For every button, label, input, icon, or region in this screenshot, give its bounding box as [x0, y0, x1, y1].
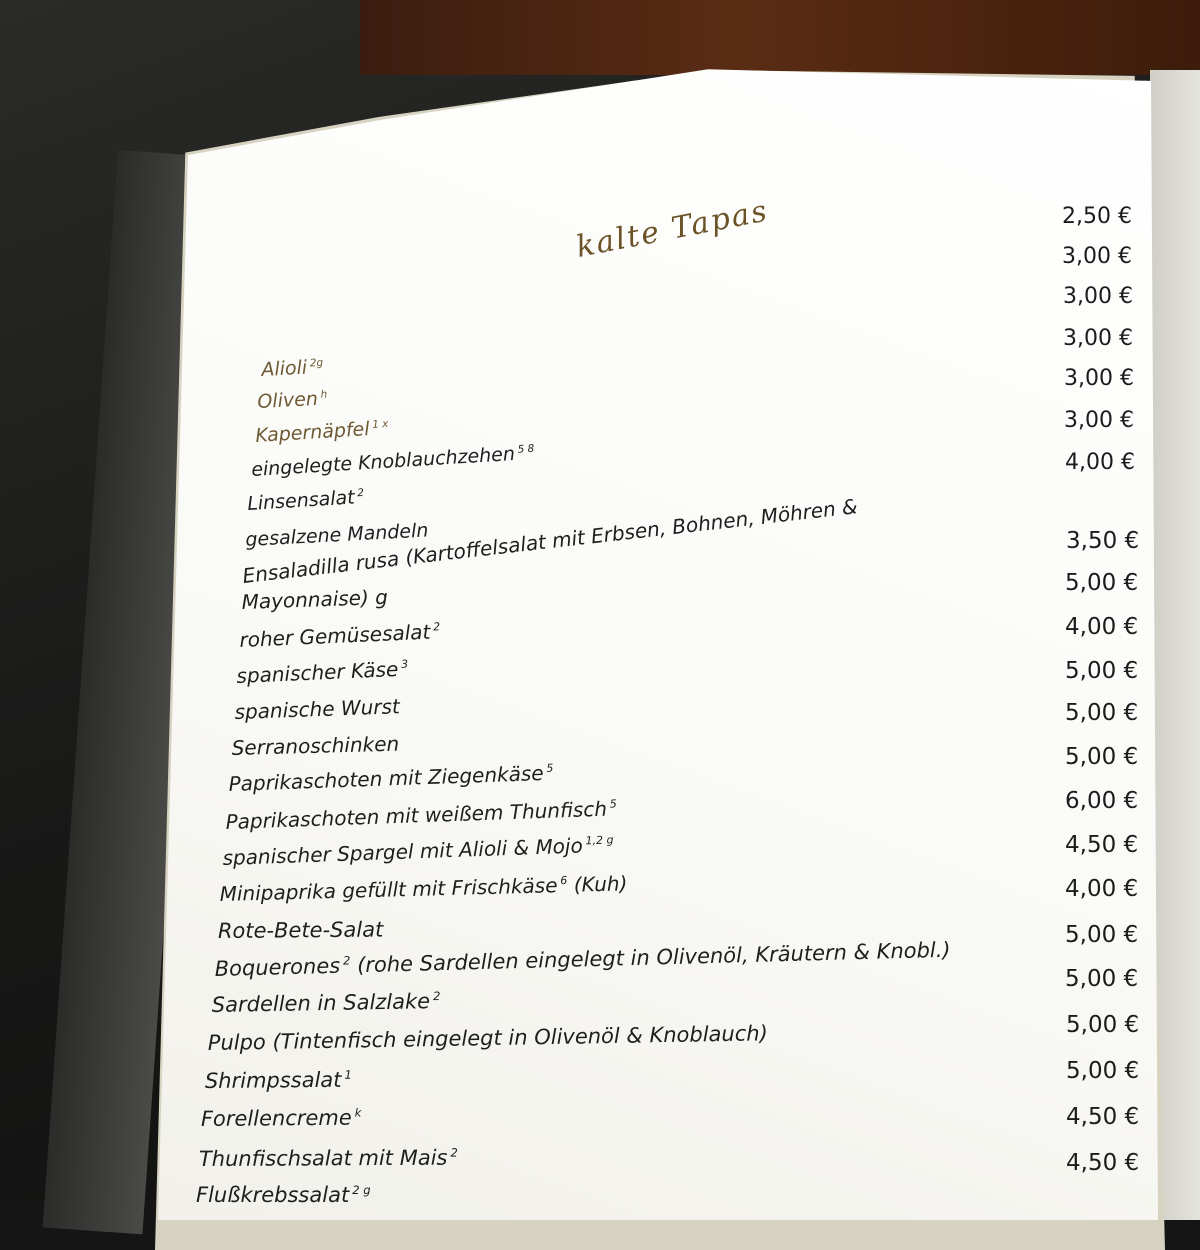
- allergen-note: 2g: [309, 356, 324, 370]
- menu-item-name: Oliven: [256, 388, 319, 414]
- menu-item-name: Linsensalat: [246, 486, 356, 516]
- menu-item-name: Sardellen in Salzlake: [211, 988, 431, 1017]
- menu-price: 5,00 €: [1066, 1058, 1140, 1085]
- menu-price: 4,50 €: [1066, 1150, 1140, 1177]
- menu-price: 4,00 €: [1065, 449, 1135, 475]
- menu-item-name: Kapernäpfel: [254, 418, 371, 448]
- menu-item-name: Serranoschinken: [231, 731, 400, 760]
- menu-item-description: (Kartoffelsalat mit Erbsen, Bohnen, Möhren &: [397, 494, 859, 571]
- menu-item-name: spanische Wurst: [234, 694, 401, 724]
- menu-price: 6,00 €: [1065, 788, 1139, 815]
- allergen-note: k: [354, 1105, 362, 1120]
- menu-price: 5,00 €: [1065, 744, 1139, 771]
- menu-price: 3,00 €: [1062, 243, 1132, 269]
- allergen-note: 3: [400, 657, 409, 672]
- menu-item-name: Paprikaschoten mit Ziegenkäse: [228, 761, 544, 796]
- allergen-note: 5 8: [517, 442, 535, 456]
- allergen-note: 2 g: [352, 1182, 371, 1197]
- allergen-note: 5: [546, 762, 554, 776]
- menu-price: 3,00 €: [1064, 407, 1134, 433]
- menu-item-name: Flußkrebssalat: [196, 1182, 350, 1207]
- menu-item-description: (rohe Sardellen eingelegt in Olivenöl, Kräutern & Knobl.): [350, 937, 951, 978]
- menu-item-name: Ensaladilla rusa: [241, 546, 401, 588]
- menu-price: 5,00 €: [1065, 700, 1139, 727]
- menu-item-name: spanischer Käse: [235, 656, 399, 688]
- allergen-note: 2: [356, 486, 365, 500]
- allergen-note: 2: [342, 953, 351, 968]
- menu-item-name: Shrimpssalat: [204, 1067, 342, 1093]
- menu-price: 2,50 €: [1062, 203, 1132, 229]
- allergen-note: 5: [609, 797, 618, 811]
- allergen-note: 2: [450, 1145, 458, 1160]
- menu-item-description: Mayonnaise) g: [241, 584, 389, 614]
- menu-price: 5,00 €: [1065, 570, 1139, 597]
- menu-price: 3,00 €: [1064, 365, 1134, 391]
- menu-item-name: eingelegte Knoblauchzehen: [250, 443, 516, 482]
- allergen-note: h: [320, 388, 328, 401]
- menu-price: 5,00 €: [1065, 658, 1139, 685]
- menu-price: 4,00 €: [1065, 876, 1139, 903]
- allergen-note: 6: [560, 874, 568, 888]
- menu-item-name: Pulpo: [207, 1029, 266, 1055]
- menu-price: 4,00 €: [1065, 614, 1139, 641]
- menu-title: kalte Tapas: [573, 193, 772, 265]
- menu-item-name: Forellencreme: [200, 1105, 352, 1131]
- menu-item-name: spanischer Spargel mit Alioli & Mojo: [222, 833, 584, 870]
- menu-item-name: roher Gemüsesalat: [238, 619, 431, 652]
- menu-item-description: (Kuh): [567, 871, 628, 897]
- menu-item-name: Thunfischsalat mit Mais: [198, 1145, 448, 1171]
- menu-price: 5,00 €: [1065, 922, 1139, 949]
- menu-price: 3,50 €: [1066, 528, 1140, 555]
- allergen-note: 1 x: [371, 417, 389, 431]
- menu-price: 4,50 €: [1065, 832, 1139, 859]
- menu-price: 3,00 €: [1063, 325, 1133, 351]
- menu-price: 5,00 €: [1065, 966, 1139, 993]
- menu-price: 3,00 €: [1063, 283, 1133, 309]
- menu-item-name: Boquerones: [214, 953, 341, 981]
- menu-item-name: Paprikaschoten mit weißem Thunfisch: [225, 796, 608, 834]
- allergen-note: 1,2 g: [585, 833, 614, 848]
- menu-item-description: (Tintenfisch eingelegt in Olivenöl & Knoblauch): [265, 1021, 768, 1054]
- allergen-note: 1: [344, 1067, 352, 1082]
- menu-item-name: Alioli: [260, 356, 308, 382]
- menu-price: 4,50 €: [1066, 1104, 1140, 1131]
- menu-item-name: Rote-Bete-Salat: [217, 917, 384, 943]
- menu-item-name: gesalzene Mandeln: [244, 519, 429, 552]
- menu-price: 5,00 €: [1066, 1012, 1140, 1039]
- menu-item-name: Minipaprika gefüllt mit Frischkäse: [219, 873, 558, 906]
- allergen-note: 2: [432, 988, 441, 1003]
- allergen-note: 2: [432, 620, 441, 634]
